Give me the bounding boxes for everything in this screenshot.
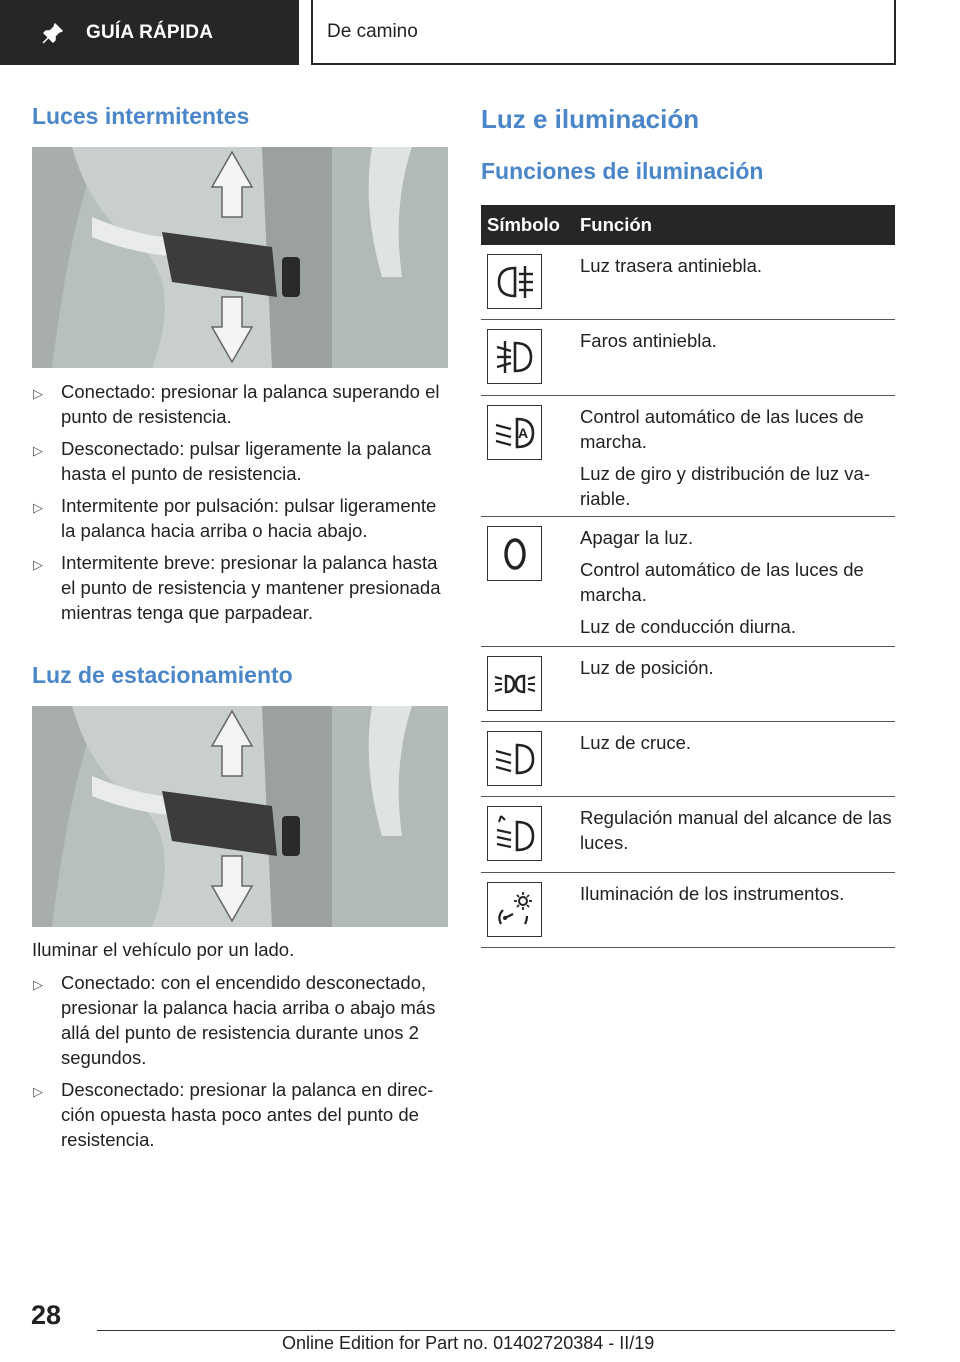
triangle-bullet-icon: ▷ bbox=[33, 500, 43, 515]
lighting-functions-subheading: Funciones de iluminación bbox=[481, 158, 764, 184]
table-row: A Control automático de las luces de marcha. Luz de giro y distribución de luz variable. bbox=[481, 396, 895, 517]
triangle-bullet-icon: ▷ bbox=[33, 443, 43, 458]
headlight-range-icon bbox=[487, 806, 542, 861]
table-row: Iluminación de los instrumentos. bbox=[481, 873, 895, 948]
turn-signals-list bbox=[32, 379, 452, 632]
table-row: Regulación manual del alcance de las luces. bbox=[481, 797, 895, 873]
lighting-heading: Luz e iluminación bbox=[481, 104, 700, 134]
table-row: Luz de cruce. bbox=[481, 722, 895, 797]
low-beam-icon bbox=[487, 731, 542, 786]
svg-text:A: A bbox=[517, 424, 528, 441]
triangle-bullet-icon: ▷ bbox=[33, 977, 43, 992]
list-item: ▷ Desconectado: presionar la palanca en dirección opuesta hasta poco antes del punto de resistencia. bbox=[33, 1079, 434, 1150]
chapter-label: De camino bbox=[327, 20, 418, 42]
list-item: ▷ Desconectado: pulsar ligeramente la palanca hasta el punto de resistencia. bbox=[33, 438, 432, 484]
footer-divider bbox=[97, 1330, 895, 1331]
table-row: Faros antiniebla. bbox=[481, 320, 895, 396]
section-label: GUÍA RÁPIDA bbox=[86, 21, 214, 43]
turn-signals-heading: Luces intermitentes bbox=[32, 103, 250, 129]
section-tab[interactable] bbox=[0, 0, 299, 65]
chapter-header bbox=[311, 0, 896, 65]
instrument-lighting-icon bbox=[487, 882, 542, 937]
triangle-bullet-icon: ▷ bbox=[33, 386, 43, 401]
lights-off-icon bbox=[487, 526, 542, 581]
table-row: Apagar la luz. Control automático de las luces de marcha. Luz de conducción diurna. bbox=[481, 517, 895, 647]
list-item: ▷ Intermitente breve: presionar la palanca hasta el punto de resistencia y mantener presionada mientras tenga que parpadear. bbox=[33, 552, 441, 623]
table-row: Luz trasera antiniebla. bbox=[481, 245, 895, 320]
list-item: ▷ Conectado: presionar la palanca superando el punto de resistencia. bbox=[33, 381, 440, 427]
parking-light-heading: Luz de estacionamiento bbox=[32, 662, 293, 688]
parking-light-lever-image bbox=[32, 706, 448, 927]
triangle-bullet-icon: ▷ bbox=[33, 557, 43, 572]
col-symbol: Símbolo bbox=[487, 214, 560, 235]
col-function: Función bbox=[580, 214, 652, 235]
lighting-functions-table bbox=[481, 205, 895, 948]
table-row: Luz de posición. bbox=[481, 647, 895, 722]
page-number: 28 bbox=[31, 1300, 62, 1330]
triangle-bullet-icon: ▷ bbox=[33, 1084, 43, 1099]
front-fog-light-icon bbox=[487, 329, 542, 384]
list-item: ▷ Conectado: con el encendido desconectado, presionar la palanca hacia arriba o abajo más allá del punto de resistencia durante unos 2 segundos. bbox=[33, 972, 436, 1068]
parking-light-intro: Iluminar el vehículo por un lado. bbox=[32, 939, 295, 960]
table-header bbox=[481, 205, 895, 245]
pin-icon bbox=[42, 22, 64, 44]
rear-fog-light-icon bbox=[487, 254, 542, 309]
list-item: ▷ Intermitente por pulsación: pulsar ligeramente la palanca hacia arriba o hacia abajo. bbox=[33, 495, 437, 541]
edition-text: Online Edition for Part no. 01402720384 - II/19 bbox=[282, 1333, 655, 1353]
auto-headlight-icon bbox=[487, 405, 542, 460]
parking-light-list bbox=[32, 970, 452, 1159]
parking-light-icon bbox=[487, 656, 542, 711]
turn-signal-lever-image bbox=[32, 147, 448, 368]
